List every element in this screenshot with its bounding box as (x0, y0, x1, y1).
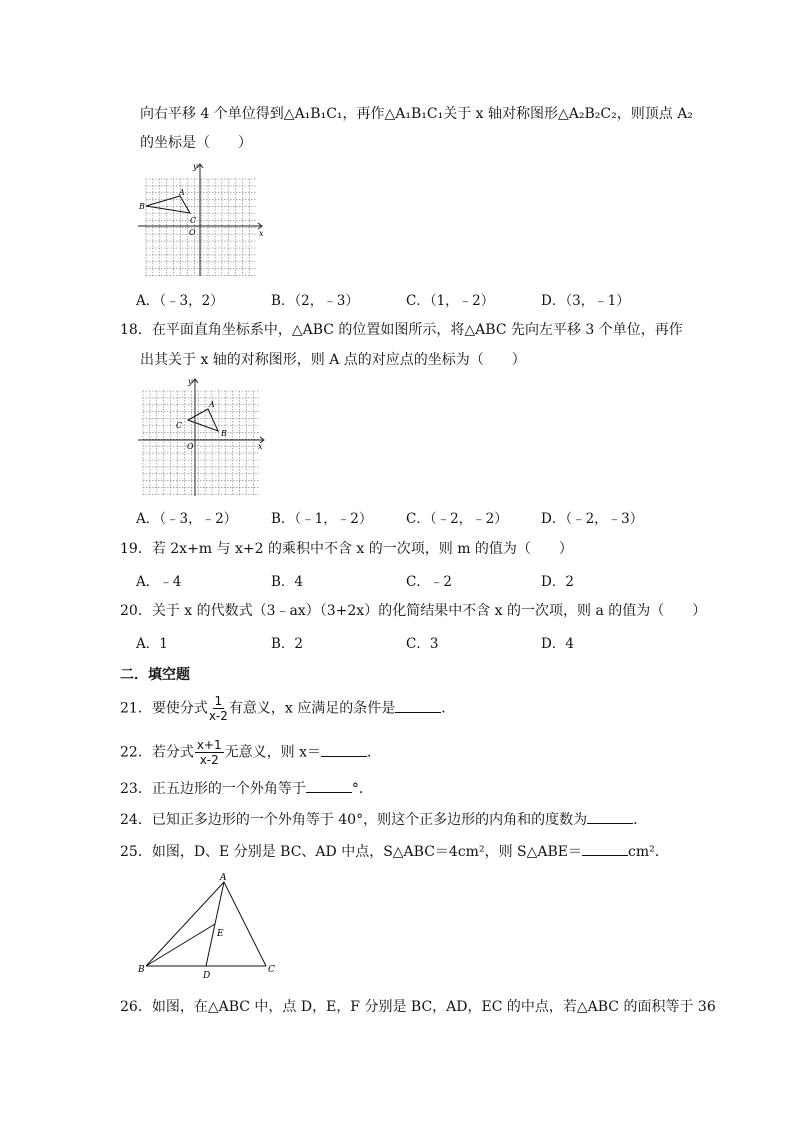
q17-label-A: A (179, 188, 185, 197)
q23-end: °． (351, 781, 373, 797)
q18-option-d[interactable]: D．（﹣2，﹣3） (541, 511, 644, 527)
q19-options (136, 570, 676, 590)
q21-line (120, 694, 455, 723)
q17-label-x: x (259, 229, 264, 238)
q20-options (136, 632, 676, 652)
q17-label-y: y (193, 162, 198, 171)
q21-answer-blank[interactable] (395, 698, 441, 713)
q18-line2: 出其关于 x 轴的对称图形，则 A 点的对应点的坐标为（ ） (140, 352, 526, 368)
q18-option-a[interactable]: A．（﹣3，﹣2） (136, 511, 238, 527)
q19-option-a[interactable]: A．﹣4 (136, 574, 182, 590)
q21-fraction (209, 694, 228, 723)
q26-line: 26．如图，在△ABC 中，点 D，E，F 分别是 BC，AD，EC 的中点，若△ABC 的面积等于 36 (120, 999, 716, 1015)
q17-option-a[interactable]: A．（﹣3，2） (136, 293, 224, 309)
q17-line1: 向右平移 4 个单位得到△A₁B₁C₁，再作△A₁B₁C₁关于 x 轴对称图形△A₂B₂C₂，则顶点 A₂ (140, 106, 693, 122)
q18-line1: 18．在平面直角坐标系中，△ABC 的位置如图所示，将△ABC 先向左平移 3 个单位，再作 (120, 322, 683, 338)
q25-answer-blank[interactable] (582, 841, 628, 856)
q20-line: 20．关于 x 的代数式（3﹣ax）（3+2x）的化简结果中不含 x 的一次项，则 a 的值为（ ） (120, 603, 707, 619)
q17-label-O: O (189, 228, 196, 237)
q25-label-D: D (203, 971, 211, 980)
q18-option-c[interactable]: C．（﹣2，﹣2） (406, 511, 508, 527)
q18-label-B: B (221, 429, 227, 438)
q18-option-b[interactable]: B．（﹣1，﹣2） (271, 511, 373, 527)
q22-line (120, 738, 381, 767)
q22-prefix: 22．若分式 (120, 744, 194, 761)
q18-grid-figure (138, 376, 268, 498)
q18-label-C: C (176, 421, 183, 430)
q18-label-O: O (187, 442, 194, 451)
q25-text: 25．如图，D、E 分别是 BC、AD 中点，S△ABC＝4cm²，则 S△ABE＝ (120, 844, 582, 860)
q24-end: ． (633, 812, 648, 828)
q17-grid-figure (138, 160, 268, 278)
q17-option-c[interactable]: C．（1，﹣2） (406, 293, 495, 309)
q22-numerator: x+1 (196, 738, 222, 752)
q25-label-B: B (138, 965, 145, 975)
q22-denominator: x-2 (199, 753, 219, 767)
q17-option-b[interactable]: B．（2，﹣3） (271, 293, 359, 309)
q19-option-c[interactable]: C．﹣2 (406, 574, 452, 590)
q17-option-d[interactable]: D．（3，﹣1） (541, 293, 630, 309)
q23-prefix: 23．正五边形的一个外角等于 (120, 781, 306, 797)
q17-line2: 的坐标是（ ） (140, 135, 252, 151)
q18-label-A: A (209, 400, 215, 409)
section-title-fill-in: 二．填空题 (120, 667, 190, 683)
q24-line (120, 809, 647, 830)
q19-option-d[interactable]: D．2 (541, 574, 574, 590)
q20-option-c[interactable]: C．3 (406, 636, 439, 652)
q25-line (120, 841, 669, 862)
q21-numerator: 1 (214, 694, 223, 708)
q17-label-C: C (190, 216, 197, 225)
q17-options (136, 289, 676, 309)
q22-suffix: 无意义，则 x＝ (224, 744, 321, 761)
q21-denominator: x-2 (208, 709, 228, 723)
q18-options (136, 507, 676, 527)
q20-option-b[interactable]: B．2 (271, 636, 304, 652)
q25-end: cm²． (628, 844, 669, 860)
q18-label-y: y (188, 377, 193, 386)
q17-label-B: B (139, 202, 145, 211)
q18-label-x: x (258, 442, 263, 451)
q25-triangle-figure (134, 870, 284, 980)
q21-end: ． (441, 700, 456, 717)
q22-answer-blank[interactable] (321, 742, 367, 757)
q20-option-d[interactable]: D．4 (541, 636, 574, 652)
q25-label-C: C (268, 965, 275, 975)
q23-line (120, 778, 373, 799)
q24-prefix: 24．已知正多边形的一个外角等于 40°，则这个正多边形的内角和的度数为 (120, 812, 588, 828)
q22-end: ． (366, 744, 381, 761)
q24-answer-blank[interactable] (587, 809, 633, 824)
q21-prefix: 21．要使分式 (120, 700, 208, 717)
q20-option-a[interactable]: A．1 (136, 636, 168, 652)
q25-label-E: E (217, 929, 224, 939)
q19-option-b[interactable]: B．4 (271, 574, 304, 590)
q23-answer-blank[interactable] (306, 778, 352, 793)
q19-line: 19．若 2x+m 与 x+2 的乘积中不含 x 的一次项，则 m 的值为（ ） (120, 541, 573, 557)
q25-label-A: A (220, 873, 227, 883)
q22-fraction (195, 738, 224, 767)
q21-suffix: 有意义，x 应满足的条件是 (228, 700, 396, 717)
